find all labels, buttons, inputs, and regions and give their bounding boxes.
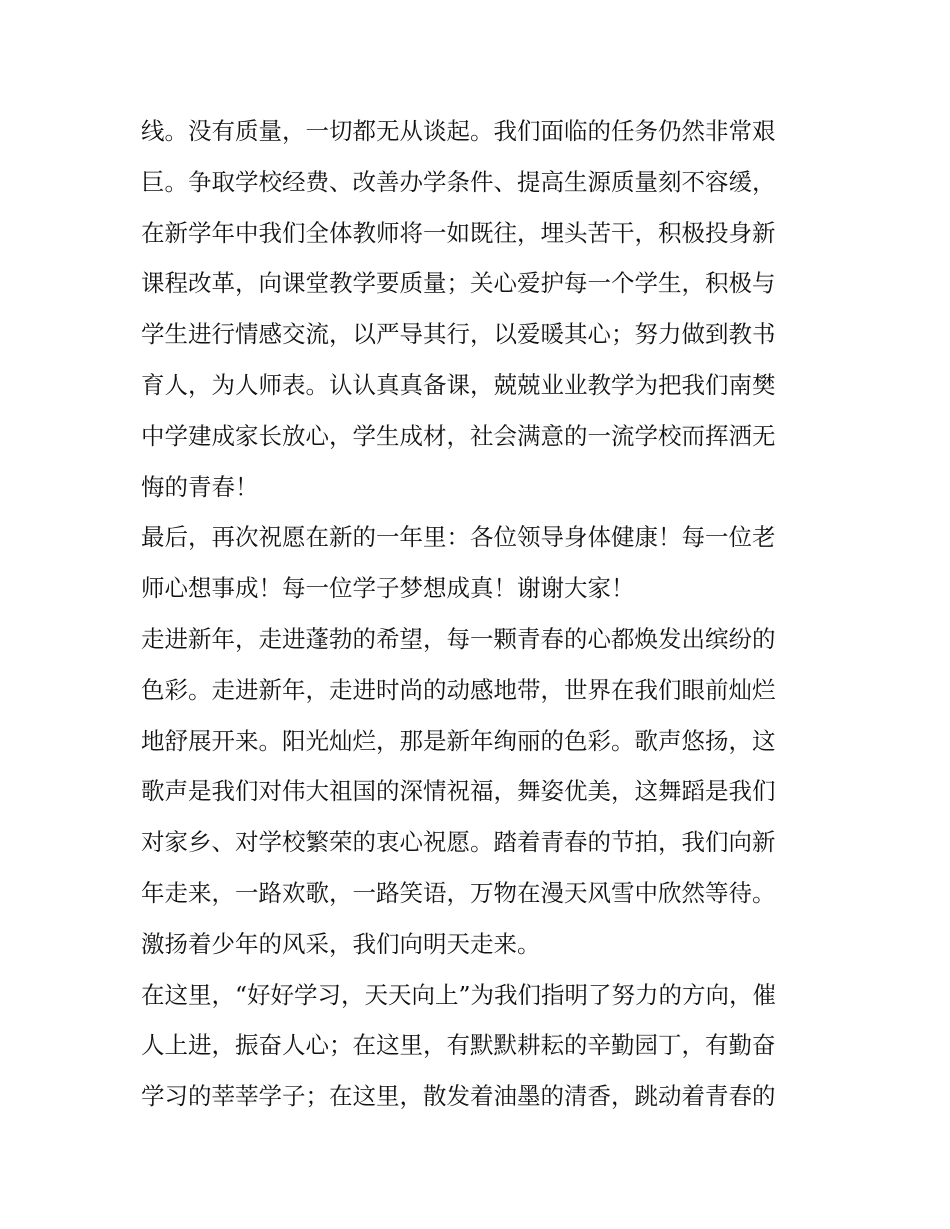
text-line: 中学建成家长放心，学生成材，社会满意的一流学校而挥洒无 bbox=[141, 421, 776, 450]
text-line: 色彩。走进新年，走进时尚的动感地带，世界在我们眼前灿烂 bbox=[141, 675, 776, 704]
text-line: 年走来，一路欢歌，一路笑语，万物在漫天风雪中欣然等待。 bbox=[141, 878, 776, 907]
text-line: 在新学年中我们全体教师将一如既往，埋头苦干，积极投身新 bbox=[141, 218, 776, 247]
text-line: 巨。争取学校经费、改善办学条件、提高生源质量刻不容缓， bbox=[141, 167, 776, 196]
text-line: 悔的青春！ bbox=[141, 472, 259, 501]
text-line: 在这里，“好好学习，天天向上”为我们指明了努力的方向，催 bbox=[141, 980, 777, 1009]
text-line: 激扬着少年的风采，我们向明天走来。 bbox=[141, 929, 541, 958]
text-line: 对家乡、对学校繁荣的衷心祝愿。踏着青春的节拍，我们向新 bbox=[141, 828, 776, 857]
text-line: 学习的莘莘学子；在这里，散发着油墨的清香，跳动着青春的 bbox=[141, 1082, 776, 1111]
body-text bbox=[141, 106, 811, 1122]
text-line: 最后，再次祝愿在新的一年里：各位领导身体健康！每一位老 bbox=[141, 523, 776, 552]
text-line: 线。没有质量，一切都无从谈起。我们面临的任务仍然非常艰 bbox=[141, 117, 776, 145]
text-line: 课程改革，向课堂教学要质量；关心爱护每一个学生，积极与 bbox=[141, 269, 776, 298]
text-line: 地舒展开来。阳光灿烂，那是新年绚丽的色彩。歌声悠扬，这 bbox=[141, 726, 776, 755]
text-line: 育人，为人师表。认认真真备课，兢兢业业教学为把我们南樊 bbox=[141, 370, 776, 399]
text-line: 歌声是我们对伟大祖国的深情祝福，舞姿优美，这舞蹈是我们 bbox=[141, 777, 776, 806]
text-line: 走进新年，走进蓬勃的希望，每一颗青春的心都焕发出缤纷的 bbox=[141, 624, 776, 653]
text-line: 师心想事成！每一位学子梦想成真！谢谢大家！ bbox=[141, 574, 635, 603]
text-line: 人上进，振奋人心；在这里，有默默耕耘的辛勤园丁，有勤奋 bbox=[141, 1031, 776, 1060]
text-line: 学生进行情感交流，以严导其行，以爱暖其心；努力做到教书 bbox=[141, 320, 776, 349]
